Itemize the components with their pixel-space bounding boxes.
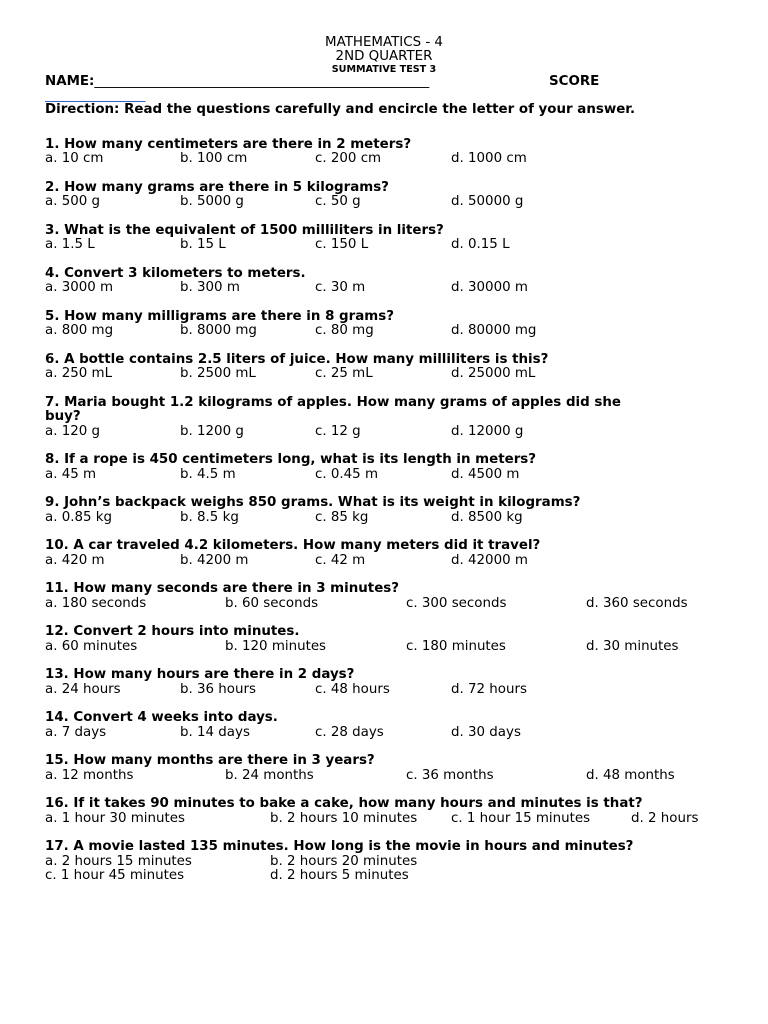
answer-options: [45, 769, 735, 784]
question-item: [45, 625, 735, 654]
answer-option[interactable]: a. 800 mg: [45, 323, 114, 338]
answer-options: [45, 597, 735, 612]
answer-option[interactable]: c. 150 L: [315, 237, 369, 252]
answer-option[interactable]: c. 180 minutes: [406, 638, 506, 654]
answer-option[interactable]: b. 300 m: [180, 280, 240, 295]
question-text: 7. Maria bought 1.2 kilograms of apples. How many grams of apples did she: [45, 394, 621, 410]
answer-option[interactable]: a. 1.5 L: [45, 237, 95, 252]
question-text: 15. How many months are there in 3 years?: [45, 753, 375, 768]
question-text: 12. Convert 2 hours into minutes.: [45, 624, 300, 639]
answer-option[interactable]: d. 72 hours: [451, 681, 527, 697]
question-text: 9. John’s backpack weighs 850 grams. What is its weight in kilograms?: [45, 495, 581, 510]
answer-options: [45, 152, 735, 167]
question-item: [45, 453, 735, 482]
question-item: [45, 840, 735, 884]
answer-option[interactable]: a. 2 hours 15 minutes: [45, 853, 192, 869]
answer-option[interactable]: c. 200 cm: [315, 151, 382, 166]
test-page: [45, 36, 735, 884]
answer-option[interactable]: b. 4200 m: [180, 552, 249, 568]
subject-title: MATHEMATICS - 4: [325, 35, 443, 50]
test-header: [33, 36, 735, 75]
answer-option[interactable]: a. 12 months: [45, 767, 134, 783]
answer-option[interactable]: b. 8.5 kg: [180, 509, 239, 525]
answer-option[interactable]: b. 8000 mg: [180, 323, 257, 338]
answer-options: [45, 511, 735, 526]
answer-option[interactable]: d. 50000 g: [451, 194, 524, 209]
answer-option[interactable]: d. 30 minutes: [586, 638, 679, 654]
answer-option[interactable]: c. 30 m: [315, 280, 366, 295]
answer-option[interactable]: d. 80000 mg: [451, 323, 537, 338]
question-text: 2. How many grams are there in 5 kilograms?: [45, 179, 389, 195]
name-label: NAME:: [45, 74, 95, 89]
question-text: 5. How many milligrams are there in 8 grams?: [45, 308, 394, 324]
question-text: 4. Convert 3 kilometers to meters.: [45, 265, 306, 281]
question-text: 16. If it takes 90 minutes to bake a cake, how many hours and minutes is that?: [45, 796, 643, 811]
answer-option[interactable]: a. 180 seconds: [45, 595, 147, 611]
question-item: [45, 711, 735, 740]
answer-options: [45, 468, 735, 483]
answer-option[interactable]: a. 120 g: [45, 423, 101, 439]
answer-option[interactable]: a. 420 m: [45, 552, 105, 568]
question-item: [45, 224, 735, 253]
answer-option[interactable]: c. 1 hour 45 minutes: [45, 868, 185, 883]
answer-options: [45, 324, 735, 339]
question-text: 8. If a rope is 450 centimeters long, what is its length in meters?: [45, 452, 537, 467]
answer-options: [45, 869, 735, 884]
answer-option[interactable]: c. 28 days: [315, 724, 384, 740]
answer-option[interactable]: a. 7 days: [45, 724, 107, 740]
answer-option[interactable]: d. 30000 m: [451, 280, 528, 295]
answer-option[interactable]: a. 45 m: [45, 466, 97, 482]
answer-option[interactable]: b. 36 hours: [180, 681, 256, 697]
answer-option[interactable]: d. 25000 mL: [451, 366, 536, 381]
answer-option[interactable]: c. 300 seconds: [406, 595, 507, 611]
answer-option[interactable]: b. 2500 mL: [180, 366, 256, 381]
answer-option[interactable]: a. 0.85 kg: [45, 509, 113, 525]
answer-options: [45, 855, 735, 870]
score-blank: _______________: [45, 91, 146, 103]
answer-option[interactable]: c. 48 hours: [315, 681, 390, 697]
question-item: [45, 539, 735, 568]
answer-option[interactable]: a. 60 minutes: [45, 638, 138, 654]
answer-option[interactable]: b. 2 hours 10 minutes: [270, 810, 418, 826]
question-item: [45, 668, 735, 697]
answer-options: [45, 683, 735, 698]
answer-option[interactable]: c. 25 mL: [315, 366, 373, 381]
answer-option[interactable]: b. 5000 g: [180, 194, 244, 209]
answer-option[interactable]: b. 60 seconds: [225, 595, 319, 611]
answer-options: [45, 425, 735, 440]
answer-option[interactable]: a. 24 hours: [45, 681, 121, 697]
answer-option[interactable]: d. 30 days: [451, 724, 521, 740]
answer-option[interactable]: c. 1 hour 15 minutes: [451, 810, 591, 826]
question-text: 17. A movie lasted 135 minutes. How long is the movie in hours and minutes?: [45, 839, 634, 854]
answer-option[interactable]: d. 0.15 L: [451, 237, 510, 252]
answer-option[interactable]: d. 42000 m: [451, 552, 528, 568]
directions: Direction: Read the questions carefully and encircle the letter of your answer.: [45, 102, 636, 117]
answer-option[interactable]: b. 1200 g: [180, 423, 244, 439]
question-text: 13. How many hours are there in 2 days?: [45, 667, 355, 682]
question-item: [45, 396, 735, 440]
answer-options: [45, 238, 735, 253]
question-text: 14. Convert 4 weeks into days.: [45, 710, 278, 725]
question-item: [45, 797, 735, 826]
question-item: [45, 181, 735, 210]
answer-options: [45, 554, 735, 569]
answer-option[interactable]: b. 4.5 m: [180, 466, 236, 482]
name-row: [45, 75, 735, 91]
answer-option[interactable]: a. 1 hour 30 minutes: [45, 810, 185, 826]
answer-option[interactable]: c. 85 kg: [315, 509, 369, 525]
answer-option[interactable]: c. 0.45 m: [315, 466, 378, 482]
question-text-continued: buy?: [45, 409, 81, 424]
answer-option[interactable]: b. 14 days: [180, 724, 250, 740]
question-item: [45, 267, 735, 296]
answer-options: [45, 367, 735, 382]
answer-option[interactable]: d. 8500 kg: [451, 509, 523, 525]
answer-options: [45, 726, 735, 741]
answer-option[interactable]: a. 3000 m: [45, 280, 114, 295]
answer-option[interactable]: b. 24 months: [225, 767, 314, 783]
answer-options: [45, 281, 735, 296]
question-item: [45, 310, 735, 339]
question-item: [45, 582, 735, 611]
answer-option[interactable]: d. 1000 cm: [451, 151, 527, 166]
answer-option[interactable]: d. 2 hours 5 minutes: [270, 868, 409, 883]
question-item: [45, 353, 735, 382]
answer-option[interactable]: b. 15 L: [180, 237, 226, 252]
answer-option[interactable]: c. 80 mg: [315, 323, 374, 338]
question-list: [45, 138, 735, 884]
question-text: 11. How many seconds are there in 3 minutes?: [45, 581, 400, 596]
question-text: 1. How many centimeters are there in 2 meters?: [45, 136, 412, 152]
answer-option[interactable]: d. 2 hours: [631, 810, 699, 826]
quarter-title: 2ND QUARTER: [335, 49, 433, 64]
question-item: [45, 496, 735, 525]
answer-option[interactable]: c. 36 months: [406, 767, 494, 783]
question-text: 6. A bottle contains 2.5 liters of juice. How many milliliters is this?: [45, 351, 549, 367]
answer-option[interactable]: d. 48 months: [586, 767, 675, 783]
answer-option[interactable]: c. 12 g: [315, 423, 361, 439]
test-title: SUMMATIVE TEST 3: [331, 64, 437, 75]
answer-option[interactable]: a. 250 mL: [45, 366, 113, 381]
answer-options: [45, 195, 735, 210]
answer-option[interactable]: d. 12000 g: [451, 423, 524, 439]
answer-option[interactable]: a. 500 g: [45, 194, 101, 209]
question-text: 10. A car traveled 4.2 kilometers. How many meters did it travel?: [45, 538, 541, 553]
answer-option[interactable]: a. 10 cm: [45, 151, 104, 166]
question-item: [45, 754, 735, 783]
answer-option[interactable]: b. 120 minutes: [225, 638, 327, 654]
answer-options: [45, 812, 735, 827]
name-blank: __________________________________________________: [94, 74, 430, 89]
score-label: SCORE: [549, 74, 600, 89]
answer-option[interactable]: d. 4500 m: [451, 466, 520, 482]
answer-option[interactable]: d. 360 seconds: [586, 595, 688, 611]
question-item: [45, 138, 735, 167]
answer-option[interactable]: c. 42 m: [315, 552, 366, 568]
question-text: 3. What is the equivalent of 1500 milliliters in liters?: [45, 222, 444, 238]
answer-option[interactable]: b. 100 cm: [180, 151, 248, 166]
answer-options: [45, 640, 735, 655]
answer-option[interactable]: b. 2 hours 20 minutes: [270, 853, 418, 869]
answer-option[interactable]: c. 50 g: [315, 194, 361, 209]
